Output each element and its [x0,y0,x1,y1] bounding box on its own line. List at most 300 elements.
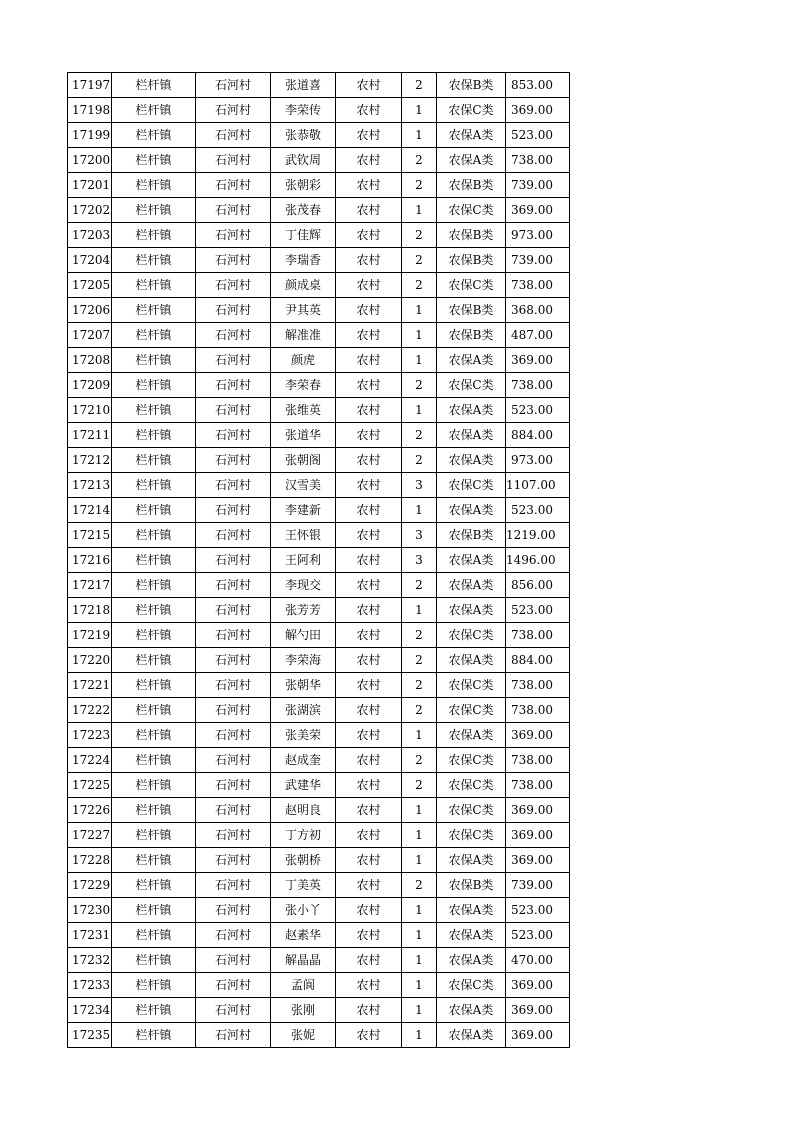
record-id-cell: 17232 [68,948,112,973]
village-cell: 石河村 [196,648,271,673]
insurance-class-cell: 农保A类 [437,123,506,148]
record-id-cell: 17201 [68,173,112,198]
amount-cell: 369.00 [506,723,570,748]
village-cell: 石河村 [196,748,271,773]
village-cell: 石河村 [196,948,271,973]
town-cell: 栏杆镇 [112,148,196,173]
person-name-cell: 张妮 [271,1023,336,1048]
household-type-cell: 农村 [336,198,402,223]
household-type-cell: 农村 [336,398,402,423]
village-cell: 石河村 [196,323,271,348]
amount-cell: 739.00 [506,173,570,198]
person-name-cell: 孟阆 [271,973,336,998]
village-cell: 石河村 [196,223,271,248]
amount-cell: 523.00 [506,398,570,423]
amount-cell: 884.00 [506,648,570,673]
household-type-cell: 农村 [336,923,402,948]
town-cell: 栏杆镇 [112,373,196,398]
member-count-cell: 2 [402,248,437,273]
village-cell: 石河村 [196,598,271,623]
amount-cell: 523.00 [506,598,570,623]
town-cell: 栏杆镇 [112,748,196,773]
person-name-cell: 丁方初 [271,823,336,848]
person-name-cell: 武钦周 [271,148,336,173]
person-name-cell: 李荣传 [271,98,336,123]
member-count-cell: 2 [402,148,437,173]
household-type-cell: 农村 [336,973,402,998]
table-row [68,573,570,598]
village-cell: 石河村 [196,148,271,173]
person-name-cell: 丁佳辉 [271,223,336,248]
member-count-cell: 1 [402,973,437,998]
person-name-cell: 解准准 [271,323,336,348]
table-row [68,598,570,623]
insurance-class-cell: 农保B类 [437,323,506,348]
amount-cell: 738.00 [506,673,570,698]
amount-cell: 973.00 [506,223,570,248]
person-name-cell: 张茂春 [271,198,336,223]
amount-cell: 470.00 [506,948,570,973]
amount-cell: 369.00 [506,848,570,873]
table-row [68,148,570,173]
amount-cell: 523.00 [506,898,570,923]
amount-cell: 369.00 [506,973,570,998]
member-count-cell: 2 [402,573,437,598]
person-name-cell: 赵明良 [271,798,336,823]
town-cell: 栏杆镇 [112,173,196,198]
table-row [68,673,570,698]
insurance-class-cell: 农保A类 [437,723,506,748]
member-count-cell: 2 [402,73,437,98]
amount-cell: 369.00 [506,798,570,823]
record-id-cell: 17220 [68,648,112,673]
member-count-cell: 1 [402,823,437,848]
table-row [68,173,570,198]
amount-cell: 369.00 [506,348,570,373]
amount-cell: 738.00 [506,748,570,773]
member-count-cell: 1 [402,348,437,373]
town-cell: 栏杆镇 [112,948,196,973]
record-id-cell: 17223 [68,723,112,748]
insurance-class-cell: 农保A类 [437,148,506,173]
household-type-cell: 农村 [336,298,402,323]
member-count-cell: 1 [402,798,437,823]
record-id-cell: 17198 [68,98,112,123]
town-cell: 栏杆镇 [112,623,196,648]
insurance-class-cell: 农保B类 [437,173,506,198]
record-id-cell: 17200 [68,148,112,173]
member-count-cell: 1 [402,598,437,623]
village-cell: 石河村 [196,873,271,898]
member-count-cell: 1 [402,848,437,873]
person-name-cell: 尹其英 [271,298,336,323]
table-row [68,823,570,848]
person-name-cell: 解勺田 [271,623,336,648]
town-cell: 栏杆镇 [112,198,196,223]
town-cell: 栏杆镇 [112,823,196,848]
member-count-cell: 3 [402,548,437,573]
town-cell: 栏杆镇 [112,648,196,673]
insurance-class-cell: 农保A类 [437,898,506,923]
insurance-class-cell: 农保B类 [437,873,506,898]
town-cell: 栏杆镇 [112,923,196,948]
insurance-class-cell: 农保C类 [437,973,506,998]
amount-cell: 369.00 [506,1023,570,1048]
record-id-cell: 17209 [68,373,112,398]
village-cell: 石河村 [196,998,271,1023]
household-type-cell: 农村 [336,673,402,698]
table-row [68,73,570,98]
town-cell: 栏杆镇 [112,448,196,473]
town-cell: 栏杆镇 [112,598,196,623]
household-type-cell: 农村 [336,148,402,173]
insurance-class-cell: 农保A类 [437,598,506,623]
person-name-cell: 颜虎 [271,348,336,373]
member-count-cell: 1 [402,498,437,523]
table-row [68,548,570,573]
town-cell: 栏杆镇 [112,773,196,798]
insurance-class-cell: 农保C类 [437,748,506,773]
town-cell: 栏杆镇 [112,473,196,498]
town-cell: 栏杆镇 [112,73,196,98]
household-type-cell: 农村 [336,273,402,298]
amount-cell: 738.00 [506,698,570,723]
village-cell: 石河村 [196,1023,271,1048]
village-cell: 石河村 [196,73,271,98]
town-cell: 栏杆镇 [112,523,196,548]
village-cell: 石河村 [196,548,271,573]
amount-cell: 1107.00 [506,473,570,498]
household-type-cell: 农村 [336,698,402,723]
insurance-class-cell: 农保A类 [437,923,506,948]
town-cell: 栏杆镇 [112,698,196,723]
person-name-cell: 王阿利 [271,548,336,573]
member-count-cell: 1 [402,123,437,148]
person-name-cell: 李荣海 [271,648,336,673]
town-cell: 栏杆镇 [112,248,196,273]
table-row [68,423,570,448]
household-type-cell: 农村 [336,73,402,98]
insurance-class-cell: 农保A类 [437,648,506,673]
insurance-class-cell: 农保A类 [437,423,506,448]
amount-cell: 738.00 [506,273,570,298]
insurance-class-cell: 农保A类 [437,398,506,423]
member-count-cell: 2 [402,448,437,473]
table-row [68,398,570,423]
village-cell: 石河村 [196,348,271,373]
member-count-cell: 2 [402,673,437,698]
table-row [68,1023,570,1048]
town-cell: 栏杆镇 [112,273,196,298]
insurance-class-cell: 农保A类 [437,998,506,1023]
household-type-cell: 农村 [336,223,402,248]
insurance-class-cell: 农保C类 [437,373,506,398]
village-cell: 石河村 [196,198,271,223]
member-count-cell: 1 [402,898,437,923]
insurance-class-cell: 农保A类 [437,948,506,973]
insurance-class-cell: 农保B类 [437,298,506,323]
person-name-cell: 李建新 [271,498,336,523]
record-id-cell: 17217 [68,573,112,598]
record-id-cell: 17210 [68,398,112,423]
household-type-cell: 农村 [336,348,402,373]
insurance-class-cell: 农保A类 [437,1023,506,1048]
amount-cell: 523.00 [506,123,570,148]
record-id-cell: 17226 [68,798,112,823]
household-type-cell: 农村 [336,248,402,273]
record-id-cell: 17202 [68,198,112,223]
amount-cell: 884.00 [506,423,570,448]
record-id-cell: 17211 [68,423,112,448]
amount-cell: 738.00 [506,148,570,173]
table-row [68,848,570,873]
record-id-cell: 17205 [68,273,112,298]
village-cell: 石河村 [196,973,271,998]
household-type-cell: 农村 [336,98,402,123]
town-cell: 栏杆镇 [112,398,196,423]
table-row [68,948,570,973]
insurance-class-cell: 农保B类 [437,248,506,273]
village-cell: 石河村 [196,298,271,323]
record-id-cell: 17235 [68,1023,112,1048]
village-cell: 石河村 [196,373,271,398]
table-row [68,523,570,548]
village-cell: 石河村 [196,473,271,498]
household-type-cell: 农村 [336,548,402,573]
insurance-class-cell: 农保A类 [437,573,506,598]
village-cell: 石河村 [196,423,271,448]
member-count-cell: 1 [402,323,437,348]
person-name-cell: 张道华 [271,423,336,448]
person-name-cell: 汉雪美 [271,473,336,498]
village-cell: 石河村 [196,98,271,123]
record-id-cell: 17222 [68,698,112,723]
record-id-cell: 17231 [68,923,112,948]
table-row [68,973,570,998]
household-type-cell: 农村 [336,948,402,973]
person-name-cell: 丁美英 [271,873,336,898]
member-count-cell: 1 [402,198,437,223]
amount-cell: 369.00 [506,823,570,848]
amount-cell: 523.00 [506,923,570,948]
member-count-cell: 3 [402,523,437,548]
insurance-class-cell: 农保C类 [437,823,506,848]
table-row [68,748,570,773]
record-id-cell: 17216 [68,548,112,573]
amount-cell: 369.00 [506,98,570,123]
record-id-cell: 17197 [68,73,112,98]
amount-cell: 739.00 [506,873,570,898]
person-name-cell: 张美荣 [271,723,336,748]
household-type-cell: 农村 [336,773,402,798]
insurance-class-cell: 农保A类 [437,548,506,573]
household-type-cell: 农村 [336,873,402,898]
household-type-cell: 农村 [336,598,402,623]
insurance-class-cell: 农保C类 [437,98,506,123]
record-id-cell: 17230 [68,898,112,923]
person-name-cell: 赵成奎 [271,748,336,773]
amount-cell: 856.00 [506,573,570,598]
town-cell: 栏杆镇 [112,423,196,448]
town-cell: 栏杆镇 [112,848,196,873]
table-row [68,773,570,798]
member-count-cell: 1 [402,998,437,1023]
village-cell: 石河村 [196,898,271,923]
record-id-cell: 17203 [68,223,112,248]
table-row [68,98,570,123]
amount-cell: 973.00 [506,448,570,473]
person-name-cell: 张恭敬 [271,123,336,148]
table-row [68,648,570,673]
town-cell: 栏杆镇 [112,673,196,698]
record-id-cell: 17234 [68,998,112,1023]
insurance-class-cell: 农保A类 [437,848,506,873]
table-row [68,898,570,923]
town-cell: 栏杆镇 [112,973,196,998]
table-row [68,248,570,273]
member-count-cell: 2 [402,273,437,298]
town-cell: 栏杆镇 [112,723,196,748]
village-cell: 石河村 [196,448,271,473]
insurance-class-cell: 农保C类 [437,273,506,298]
household-type-cell: 农村 [336,798,402,823]
member-count-cell: 1 [402,1023,437,1048]
household-type-cell: 农村 [336,498,402,523]
member-count-cell: 1 [402,398,437,423]
record-id-cell: 17229 [68,873,112,898]
person-name-cell: 李荣春 [271,373,336,398]
town-cell: 栏杆镇 [112,348,196,373]
record-id-cell: 17224 [68,748,112,773]
town-cell: 栏杆镇 [112,123,196,148]
household-type-cell: 农村 [336,823,402,848]
member-count-cell: 1 [402,298,437,323]
table-row [68,998,570,1023]
person-name-cell: 颜成桌 [271,273,336,298]
record-id-cell: 17199 [68,123,112,148]
insurance-class-cell: 农保B类 [437,523,506,548]
person-name-cell: 张芳芳 [271,598,336,623]
person-name-cell: 张道喜 [271,73,336,98]
household-type-cell: 农村 [336,623,402,648]
member-count-cell: 1 [402,723,437,748]
village-cell: 石河村 [196,523,271,548]
town-cell: 栏杆镇 [112,498,196,523]
table-row [68,623,570,648]
town-cell: 栏杆镇 [112,298,196,323]
person-name-cell: 张小丫 [271,898,336,923]
amount-cell: 1496.00 [506,548,570,573]
village-cell: 石河村 [196,848,271,873]
person-name-cell: 赵素华 [271,923,336,948]
insurance-class-cell: 农保C类 [437,798,506,823]
insurance-class-cell: 农保C类 [437,698,506,723]
household-type-cell: 农村 [336,473,402,498]
record-id-cell: 17227 [68,823,112,848]
record-id-cell: 17233 [68,973,112,998]
amount-cell: 369.00 [506,198,570,223]
table-row [68,448,570,473]
table-row [68,348,570,373]
village-cell: 石河村 [196,273,271,298]
member-count-cell: 2 [402,223,437,248]
household-type-cell: 农村 [336,998,402,1023]
record-id-cell: 17218 [68,598,112,623]
household-type-cell: 农村 [336,898,402,923]
village-cell: 石河村 [196,623,271,648]
town-cell: 栏杆镇 [112,1023,196,1048]
insurance-class-cell: 农保C类 [437,473,506,498]
town-cell: 栏杆镇 [112,998,196,1023]
village-cell: 石河村 [196,398,271,423]
member-count-cell: 2 [402,373,437,398]
village-cell: 石河村 [196,248,271,273]
village-cell: 石河村 [196,723,271,748]
person-name-cell: 张朝阁 [271,448,336,473]
person-name-cell: 张朝华 [271,673,336,698]
record-id-cell: 17228 [68,848,112,873]
village-cell: 石河村 [196,123,271,148]
insurance-class-cell: 农保C类 [437,673,506,698]
amount-cell: 738.00 [506,623,570,648]
table-row [68,323,570,348]
insurance-class-cell: 农保A类 [437,348,506,373]
table-row [68,223,570,248]
record-id-cell: 17213 [68,473,112,498]
member-count-cell: 1 [402,98,437,123]
table-row [68,198,570,223]
amount-cell: 523.00 [506,498,570,523]
table-row [68,298,570,323]
person-name-cell: 张湖滨 [271,698,336,723]
records-table-body [68,73,570,1048]
town-cell: 栏杆镇 [112,548,196,573]
town-cell: 栏杆镇 [112,898,196,923]
record-id-cell: 17204 [68,248,112,273]
household-type-cell: 农村 [336,448,402,473]
household-type-cell: 农村 [336,523,402,548]
household-type-cell: 农村 [336,323,402,348]
member-count-cell: 1 [402,948,437,973]
person-name-cell: 李现交 [271,573,336,598]
table-row [68,923,570,948]
member-count-cell: 2 [402,873,437,898]
village-cell: 石河村 [196,698,271,723]
table-row [68,698,570,723]
person-name-cell: 解晶晶 [271,948,336,973]
town-cell: 栏杆镇 [112,98,196,123]
household-type-cell: 农村 [336,123,402,148]
table-row [68,273,570,298]
member-count-cell: 2 [402,698,437,723]
amount-cell: 853.00 [506,73,570,98]
village-cell: 石河村 [196,173,271,198]
record-id-cell: 17206 [68,298,112,323]
table-row [68,873,570,898]
village-cell: 石河村 [196,773,271,798]
table-row [68,798,570,823]
table-row [68,123,570,148]
insurance-class-cell: 农保C类 [437,623,506,648]
amount-cell: 1219.00 [506,523,570,548]
town-cell: 栏杆镇 [112,798,196,823]
record-id-cell: 17225 [68,773,112,798]
member-count-cell: 2 [402,623,437,648]
household-type-cell: 农村 [336,848,402,873]
household-type-cell: 农村 [336,723,402,748]
record-id-cell: 17212 [68,448,112,473]
person-name-cell: 武建华 [271,773,336,798]
